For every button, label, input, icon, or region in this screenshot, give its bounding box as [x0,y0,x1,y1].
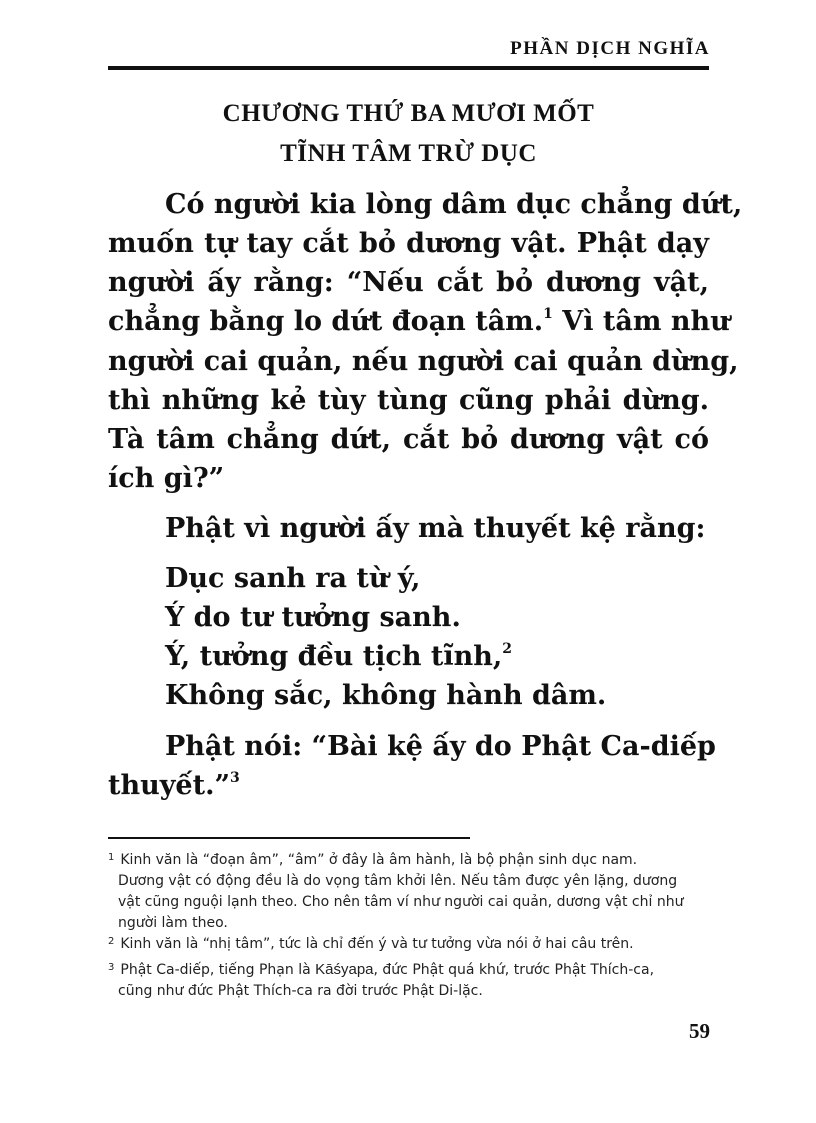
footnote-1-text-1: Kinh văn là “đoạn âm”, “âm” ở đây là âm hành, là bộ phận sinh dục nam. [120,852,638,868]
footnote-3-line-1 [108,957,709,981]
paragraph-1-line-4-tail: Vì tâm như [552,306,730,337]
footnote-3-sanskrit-term: Kāśyapa [315,961,374,978]
paragraph-1-line-5: người cai quản, nếu người cai quản dừng, [108,346,739,377]
verse-line-2: Ý do tư tưởng sanh. [165,602,461,633]
footnote-2-text-1: Kinh văn là “nhị tâm”, tức là chỉ đến ý và tư tưởng vừa nói ở hai câu trên. [120,936,634,952]
paragraph-1-line-3: người ấy rằng: “Nếu cắt bỏ dương vật, [108,267,709,298]
footnote-ref-2[interactable]: 2 [502,641,513,657]
paragraph-1-line-2: muốn tự tay cắt bỏ dương vật. Phật dạy [108,228,709,259]
footnote-1-line-4: người làm theo. [118,915,228,931]
page-number: 59 [689,1019,710,1043]
header-rule [108,66,709,70]
footnote-3-line-2: cũng như đức Phật Thích-ca ra đời trước Phật Di-lặc. [118,983,483,999]
footnote-2-number: 2 [108,936,115,947]
footnote-1-line-3: vật cũng nguội lạnh theo. Cho nên tâm ví như người cai quản, dương vật chỉ như [118,894,684,910]
footnote-3-number: 3 [108,962,115,973]
verse-line-3-text: Ý, tưởng đều tịch tĩnh, [165,641,503,672]
footnote-rule [108,837,470,839]
chapter-title-line-1: CHƯƠNG THỨ BA MƯƠI MỐT [222,100,595,127]
footnote-ref-3[interactable]: 3 [230,770,240,786]
footnote-2-line-1 [108,931,709,955]
footnote-3-text-1c: , đức Phật quá khứ, trước Phật Thích-ca, [373,962,655,978]
paragraph-1-line-4 [108,305,730,339]
paragraph-3-line-1: Phật nói: “Bài kệ ấy do Phật Ca-diếp [165,731,716,762]
paragraph-1-line-6: thì những kẻ tùy tùng cũng phải dừng. [108,385,709,416]
footnote-1-line-1 [108,847,709,871]
paragraph-2: Phật vì người ấy mà thuyết kệ rằng: [165,513,706,544]
verse-line-3 [165,640,512,674]
verse-line-4: Không sắc, không hành dâm. [165,680,607,711]
paragraph-1-line-7: Tà tâm chẳng dứt, cắt bỏ dương vật có [108,424,709,455]
paragraph-1-line-4-text: chẳng bằng lo dứt đoạn tâm. [108,306,544,337]
footnote-1-line-2: Dương vật có động đều là do vọng tâm khởi lên. Nếu tâm được yên lặng, dương [118,873,678,889]
paragraph-3-line-2-text: thuyết.” [108,770,231,801]
chapter-title-line-2: TĨNH TÂM TRỪ DỤC [280,140,537,167]
footnote-3-text-1a: Phật Ca-diếp, tiếng Phạn là [120,962,316,978]
footnote-2 [108,931,709,955]
paragraph-1-line-1: Có người kia lòng dâm dục chẳng dứt, [165,189,743,220]
verse-line-1: Dục sanh ra từ ý, [165,563,421,594]
paragraph-1-line-8: ích gì?” [108,463,225,494]
paragraph-3-line-2 [108,769,709,803]
footnote-ref-1[interactable]: 1 [543,306,553,322]
running-head: PHẦN DỊCH NGHĨA [510,38,710,59]
footnote-3 [108,957,709,1002]
footnote-1 [108,847,709,934]
footnote-1-number: 1 [108,852,115,863]
